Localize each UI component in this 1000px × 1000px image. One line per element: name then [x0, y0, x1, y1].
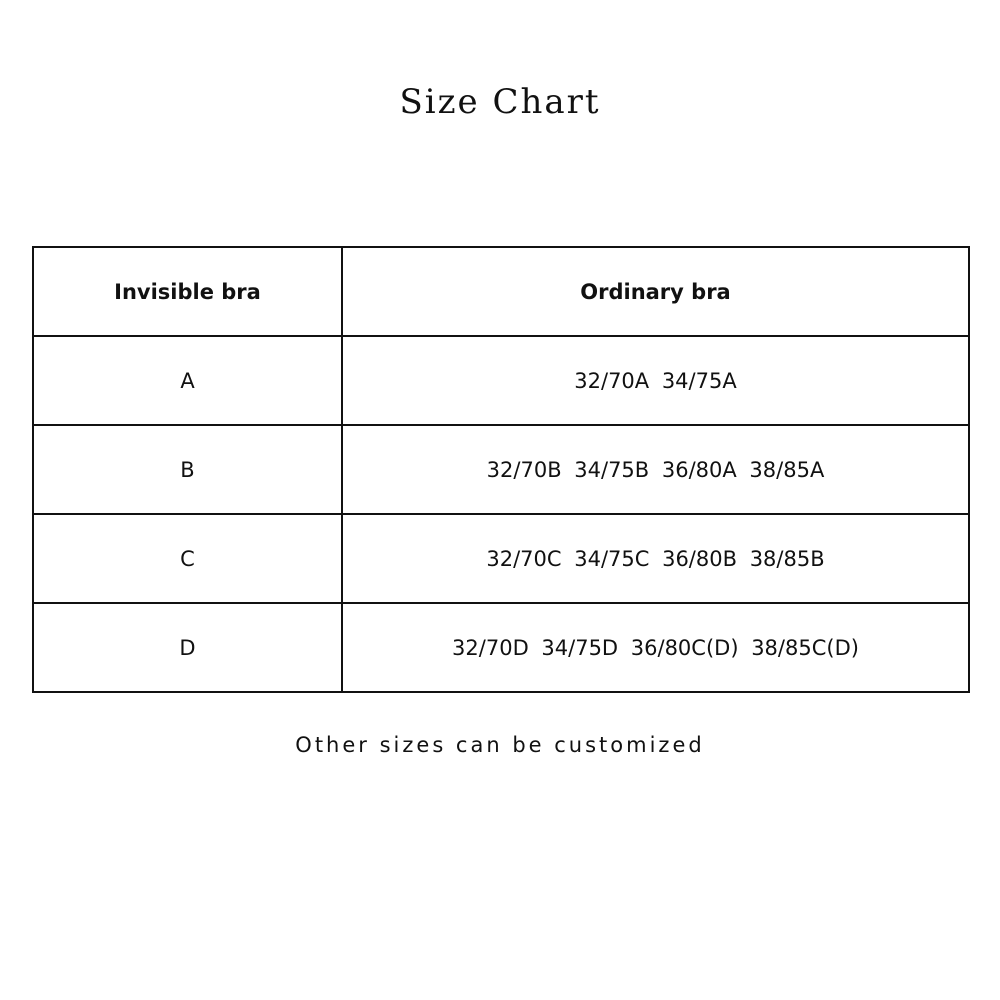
table-row	[33, 336, 969, 425]
invisible-size-cell: A	[33, 336, 342, 425]
table-row	[33, 514, 969, 603]
ordinary-sizes-cell: 32/70A 34/75A	[342, 336, 969, 425]
invisible-size-cell: C	[33, 514, 342, 603]
table-row	[33, 425, 969, 514]
column-header-invisible-bra: Invisible bra	[33, 247, 342, 336]
table-row	[33, 603, 969, 692]
table-header-row	[33, 247, 969, 336]
invisible-size-cell: D	[33, 603, 342, 692]
size-table	[32, 246, 970, 693]
ordinary-sizes-cell: 32/70B 34/75B 36/80A 38/85A	[342, 425, 969, 514]
page-title: Size Chart	[399, 82, 601, 122]
ordinary-sizes-cell: 32/70C 34/75C 36/80B 38/85B	[342, 514, 969, 603]
invisible-size-cell: B	[33, 425, 342, 514]
ordinary-sizes-cell: 32/70D 34/75D 36/80C(D) 38/85C(D)	[342, 603, 969, 692]
column-header-ordinary-bra: Ordinary bra	[342, 247, 969, 336]
customization-note: Other sizes can be customized	[295, 733, 705, 757]
